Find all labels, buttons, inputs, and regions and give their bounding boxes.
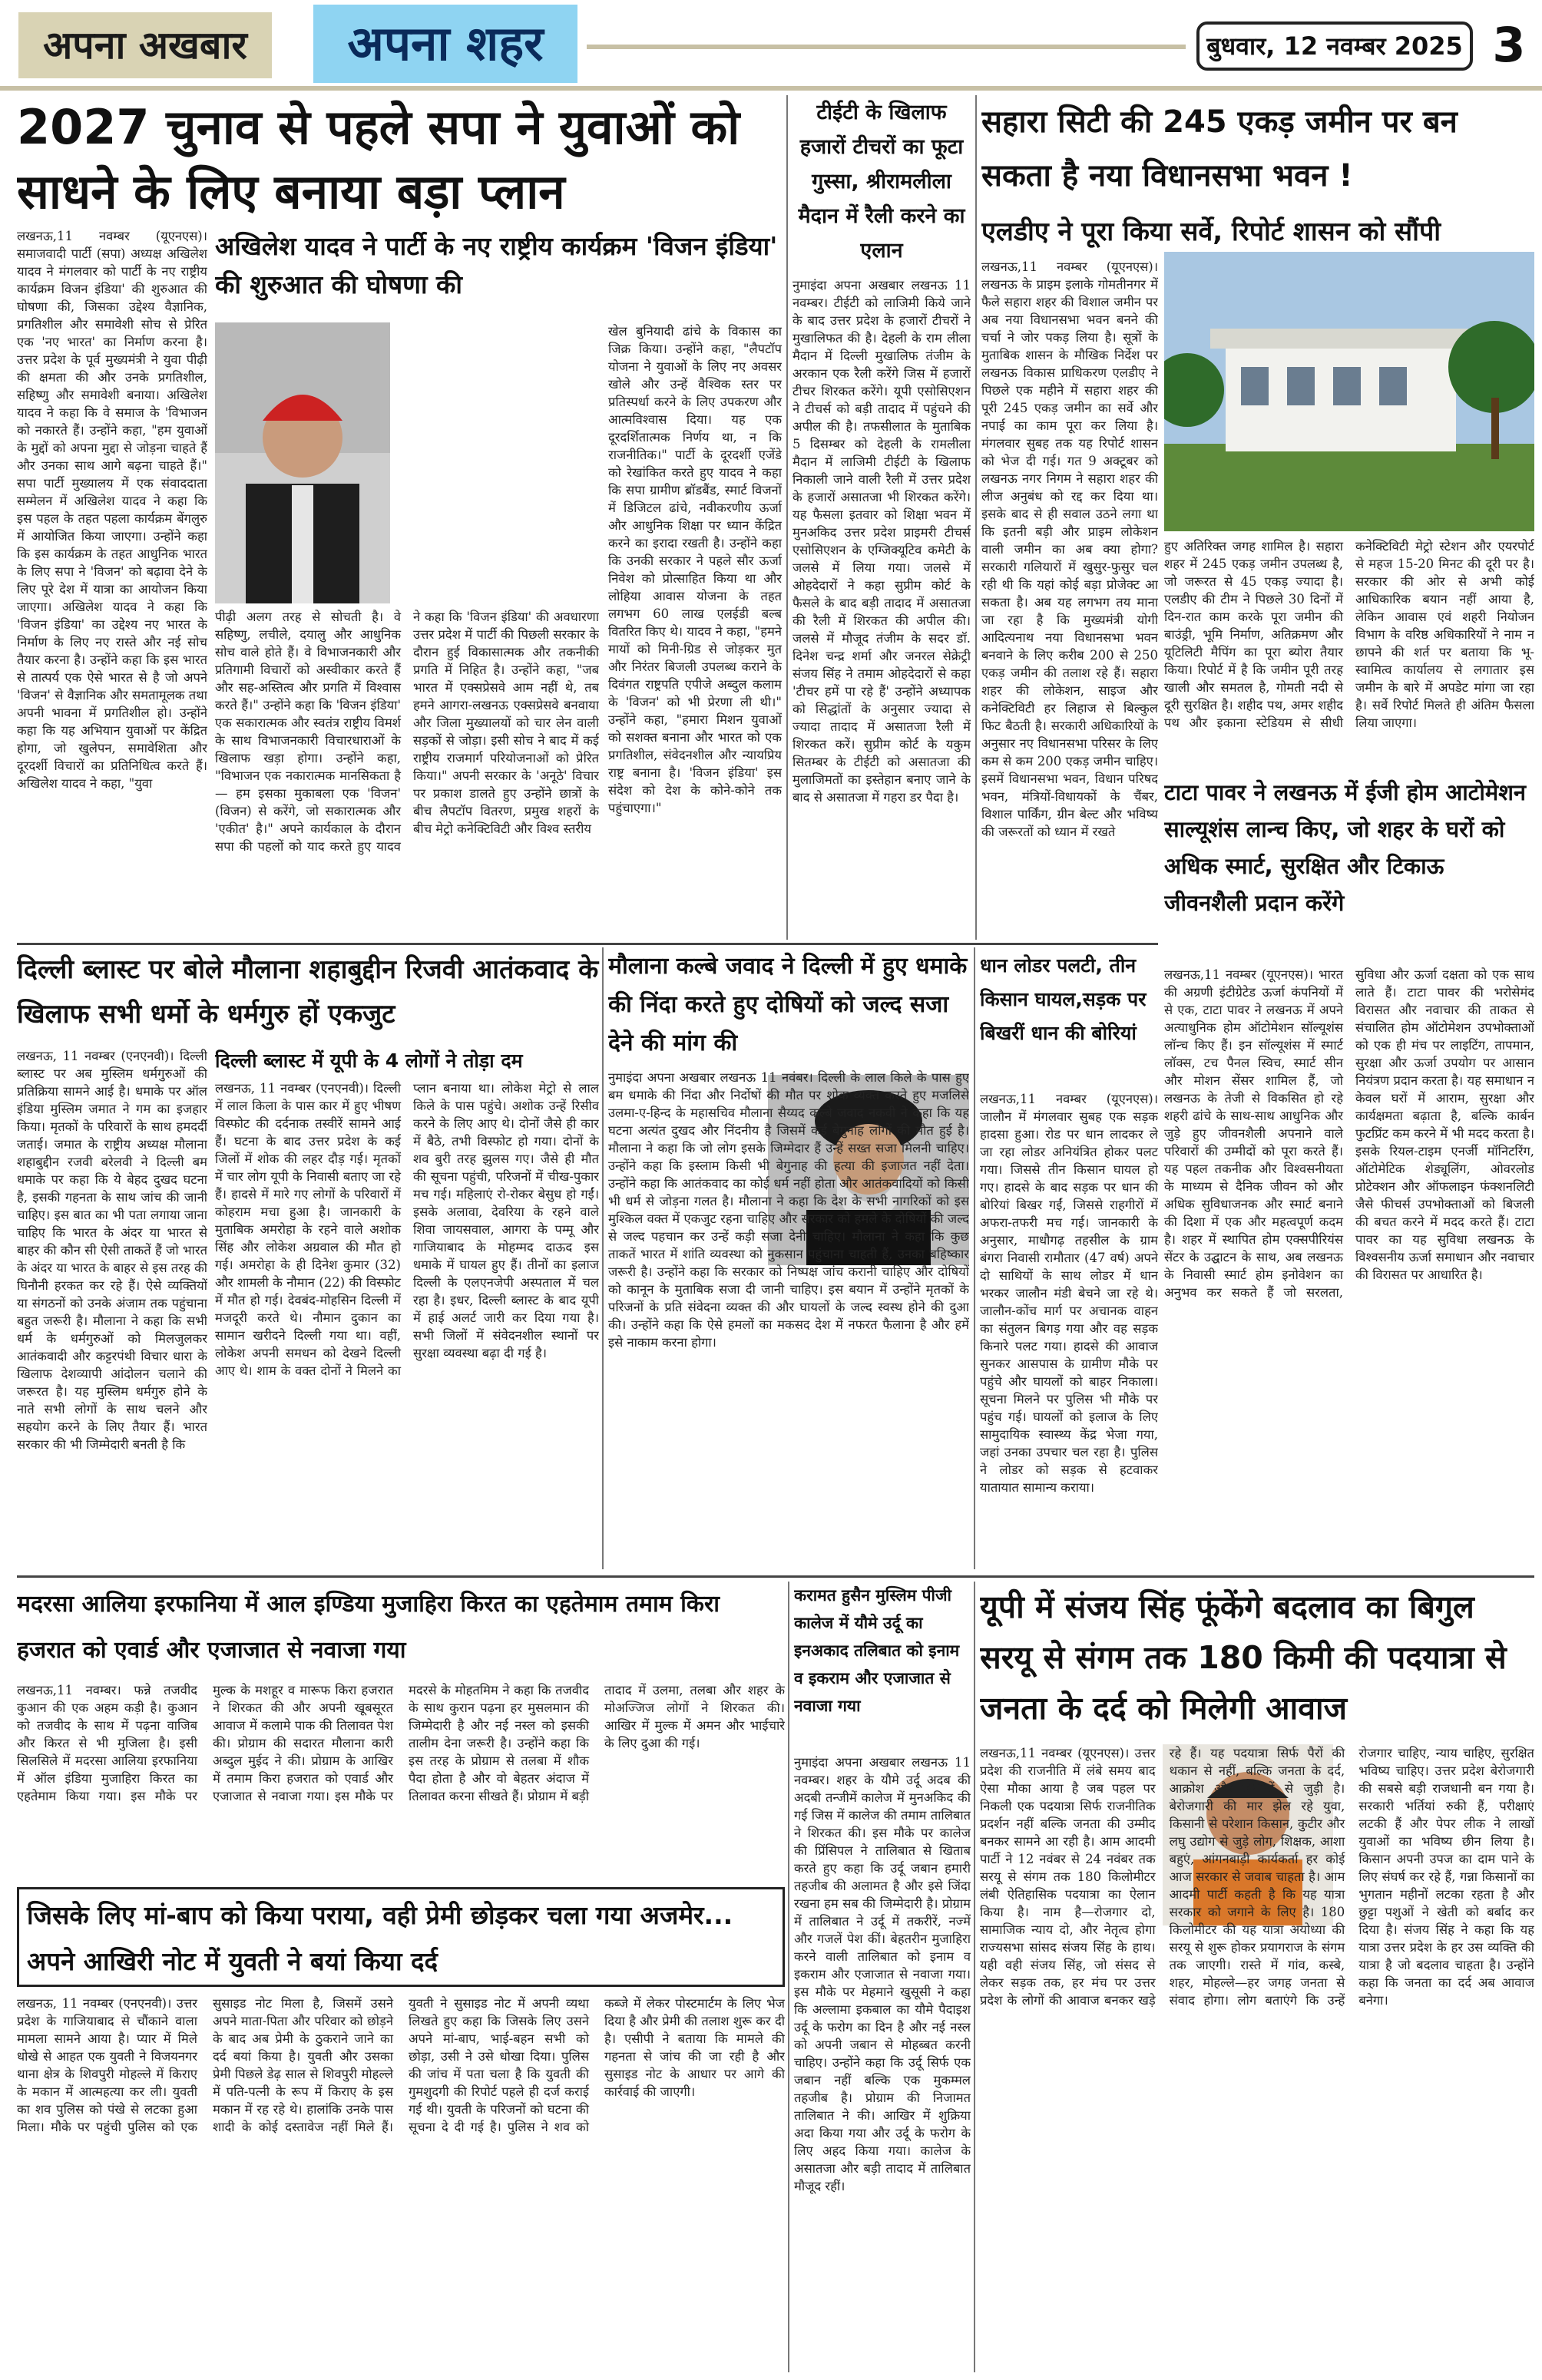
story10-headline: करामत हुसैन मुस्लिम पीजी कालेज में यौमे उर्दू का इनअकाद तलिबात को इनाम व इकराम और एजाजात से नवाजा गया — [794, 1586, 960, 1715]
issue-date: बुधवार, 12 नवम्बर 2025 — [1196, 21, 1473, 71]
column-divider — [974, 947, 975, 1569]
newspaper-name: अपना अखबार — [18, 12, 272, 78]
column-divider — [786, 95, 788, 940]
story9-body: लखनऊ,11 नवम्बर। फन्ने तजवीद कुआन की एक अहम कड़ी है। कुआन को तजवीद के साथ में पढ़ना वाजिब और किरत से भी मुजिला है। इसी सिलसिले में मदरसा आलिया इरफानिया में ऑल इंडिया मुजाहिरा किरत का एहतेमाम किया गया। इस मौके पर मुल्क के मशहूर व मारूफ किरा हजरात ने शिरकत की और अपनी खूबसूरत आवाज में कलामे पाक की तिलावत पेश की। प्रोग्राम की सदारत मौलाना कारी अब्दुल मुईद ने की। प्रोग्राम के आखिर में तमाम किरा हजरात को एवार्ड और एजाजात से नवाजा गया। इस मौके पर मदरसे के मोहतमिम ने कहा कि तजवीद के साथ कुरान पढ़ना हर मुसलमान की जिम्मेदारी है और नई नस्ल को इसकी तालीम देना जरूरी है। उन्होंने कहा कि इस तरह के प्रोग्राम से तलबा में शौक पैदा होता है और वो बेहतर अंदाज में तिलावत करना सीखते हैं। प्रोग्राम में बड़ी तादाद में उलमा, तलबा और शहर के मोअज्जिज लोगों ने शिरकत की। आखिर में मुल्क में अमन और भाईचारे के लिए दुआ की गई। — [17, 1683, 785, 1803]
column-divider — [788, 1582, 789, 2372]
story1-body-col3: खेल बुनियादी ढांचे के विकास का जिक्र किया। उन्होंने कहा, "लैपटॉप योजना ने युवाओं के लिए नए अवसर खोले और उन्हें वैश्विक स्तर पर प्रतिस्पर्धा करने के लिए उपकरण और आत्मविश्वास दिया। यह एक दूरदर्शितात्मक निर्णय था, न कि राजनीतिक।" पार्टी के दूरदर्शी एजेंडे को रेखांकित करते हुए यादव ने कहा कि सपा ग्रामीण ब्रॉडबैंड, स्मार्ट विजनों में डिजिटल ढांचे, नवीकरणीय ऊर्जा और आधुनिक शिक्षा पर ध्यान केंद्रित करने का इरादा रखती है। उन्होंने कहा कि उनकी सरकार ने पहले सौर ऊर्जा निवेश को प्रोत्साहित किया था और लोहिया आवास योजना के तहत लगभग 60 लाख एलईडी बल्ब वितरित किए थे। यादव ने कहा, "हमने मायों को मिनी-ग्रिड से जोड़कर मुत और निरंतर बिजली उपलब्ध कराने के दिवंगत राष्ट्रपति एपीजे अब्दुल कलाम के 'विजन' को भी प्रेरणा ली थी।" उन्होंने कहा, "हमारा मिशन युवाओं को सशक्त बनाना और भारत को एक प्रगतिशील, संवेदनशील और न्यायप्रिय राष्ट्र बनाना है। 'विजन इंडिया' इस संदेश को देश के कोने-कोने तक पहुंचाएगा।" — [608, 324, 782, 815]
column-divider — [602, 947, 604, 1569]
story7-body: नुमाइंदा अपना अखबार लखनऊ 11 नवंबर। दिल्ली के लाल किले के पास हुए बम धमाके की निंदा और निर्दोषों की मौत पर शोक व्यक्त करते हुए मजलिसे उलमा-ए-हिन्द के महासचिव मौलाना सैय्यद कल्बे जवाद नकवी ने कहा कि यह घटना अत्यंत दुखद और निंदनीय है जिसमें कई बेगुनाह लोगों की मौत हुई है। मौलाना ने कहा कि जो लोग इसके जिम्मेदार हैं उन्हें सख्त सजा मिलनी चाहिए। उन्होंने कहा कि इस्लाम किसी भी बेगुनाह की हत्या की इजाजत नहीं देता। उन्होंने कहा कि आतंकवाद का कोई धर्म नहीं होता और आतंकवादियों को किसी भी धर्म से जोड़ना गलत है। मौलाना ने कहा कि देश के सभी नागरिकों को इस मुश्किल वक्त में एकजुट रहना चाहिए और सरकार को हमले के दोषियों की जल्द से जल्द पहचान कर उन्हें कड़ी सजा देनी चाहिए। मौलाना ने कहा कि कुछ ताकतें भारत में शांति व्यवस्था को नुकसान पहुंचाना चाहती हैं, उनका बहिष्कार जरूरी है। उन्होंने कहा कि सरकार को निष्पक्ष जांच करानी चाहिए और दोषियों को कानून के मुताबिक सजा दी जानी चाहिए। इस बयान में उन्होंने मृतकों के परिजनों के प्रति संवेदना व्यक्त की और घायलों के जल्द स्वस्थ होने की दुआ की। उन्होंने कहा कि ऐसे हमलों का मकसद देश में नफरत फैलाना है और हमें इसे नाकाम करना होगा। — [608, 1070, 969, 1350]
masthead-rule — [587, 45, 1186, 49]
story3-subhead: एलडीए ने पूरा किया सर्वे, रिपोर्ट शासन को सौंपी — [981, 217, 1441, 247]
story12-headline: जिसके लिए मां-बाप को किया पराया, वही प्रेमी छोड़कर चला गया अजमेर... अपने आखिरी नोट में युवती ने बयां किया दर्द — [27, 1900, 733, 1976]
story10-body: नुमाइंदा अपना अखबार लखनऊ 11 नवम्बर। शहर के यौमे उर्दू अदब की अदबी तन्जीमें कालेज में मुनअकिद की गई जिस में कालेज की तमाम तालिबात ने शिरकत की। इस मौके पर कालेज की प्रिंसिपल ने तालिबात से खिताब करते हुए कहा कि उर्दू जबान हमारी तहजीब की अलामत है और इसे जिंदा रखना हम सब की जिम्मेदारी है। प्रोग्राम में तालिबात ने उर्दू में तकरीरें, नज्में और गजलें पेश कीं। बेहतरीन मुजाहिरा करने वाली तालिबात को इनाम व इकराम और एजाजात से नवाजा गया। इस मौके पर मेहमाने खुसूसी ने कहा कि अल्लामा इकबाल का यौमे पैदाइश उर्दू के फरोग का दिन है और नई नस्ल को अपनी जबान से मोहब्बत करनी चाहिए। उन्होंने कहा कि उर्दू सिर्फ एक जबान नहीं बल्कि एक मुकम्मल तहजीब है। प्रोग्राम की निजामत तालिबात ने की। आखिर में शुक्रिया अदा किया गया और उर्दू के फरोग के लिए अहद किया गया। कालेज के असातजा और बड़ी तादाद में तालिबात मौजूद रहीं। — [794, 1755, 971, 2193]
story3-body-col2: हुए अतिरिक्त जगह शामिल है। सहारा शहर में 245 एकड़ जमीन उपलब्ध है, जो जरूरत से 45 एकड़ ज्यादा है। एलडीए की टीम ने पिछले 30 दिनों में दिन-रात काम करके पूरा जमीन की बाउंड्री, भूमि निर्माण, अतिक्रमण और यूटिलिटी मैपिंग का पूरा ब्योरा तैयार किया। रिपोर्ट में है कि जमीन पूरी तरह खाली और समतल है, गोमती नदी से दूरी सुरक्षित है। शहीद पथ, अमर शहीद पथ और इकाना स्टेडियम से सीधी कनेक्टिविटी मेट्रो स्टेशन और एयरपोर्ट से महज 15-20 मिनट की दूरी पर है। सरकार की ओर से अभी कोई आधिकारिक बयान नहीं आया है, लेकिन आवास एवं शहरी नियोजन विभाग के वरिष्ठ अधिकारियों ने नाम न छापने की शर्त पर बताया कि भू-स्वामित्व कार्यालय से लगातार इस जमीन के बारे में अपडेट मांगा जा रहा है। सर्वे रिपोर्ट मिलते ही अंतिम फैसला लिया जाएगा। — [1164, 539, 1534, 730]
story8-body: लखनऊ,11 नवम्बर (यूएनएस)। जालौन में मंगलवार सुबह एक सड़क हादसा हुआ। रोड पर धान लादकर ले जा रहा लोडर अनियंत्रित होकर पलट गया। जिससे तीन किसान घायल हो गए। हादसे के बाद सड़क पर धान की बोरियां बिखर गईं, जिससे राहगीरों में अफरा-तफरी मच गई। जानकारी के अनुसार, माधौगढ़ तहसील के ग्राम बंगरा निवासी रामौतार (47 वर्ष) अपने दो साथियों के साथ लोडर में धान भरकर जालौन मंडी बेचने जा रहे थे। जालौन-कोंच मार्ग पर अचानक वाहन का संतुलन बिगड़ गया और वह सड़क किनारे पलट गया। हादसे की आवाज सुनकर आसपास के ग्रामीण मौके पर पहुंचे और घायलों को बाहर निकाला। सूचना मिलने पर पुलिस भी मौके पर पहुंच गई। घायलों को इलाज के लिए सामुदायिक स्वास्थ्य केंद्र भेजा गया, जहां उनका उपचार चल रहा है। पुलिस ने लोडर को सड़क से हटवाकर यातायात सामान्य कराया। — [980, 1092, 1158, 1495]
story4-body: लखनऊ,11 नवम्बर (यूएनएस)। भारत की अग्रणी इंटीग्रेटेड ऊर्जा कंपनियों में से एक, टाटा पावर ने लखनऊ में अपने अत्याधुनिक होम ऑटोमेशन सॉल्यूशंस लॉन्च किए हैं। इन सॉल्यूशंस में स्मार्ट लॉक्स, टच पैनल स्विच, स्मार्ट सीन और मोशन सेंसर शामिल हैं, जो लखनऊ के तेजी से विकसित हो रहे शहरी ढांचे के साथ-साथ आधुनिक और जुड़े हुए जीवनशैली अपनाने वाले परिवारों की उम्मीदों को पूरा करते हैं। यह पहल तकनीक और विश्वसनीयता के माध्यम से दैनिक जीवन को और अधिक सुविधाजनक और स्मार्ट बनाने की दिशा में एक और महत्वपूर्ण कदम है। शहर में स्थापित होम एक्सपीरियंस सेंटर के उद्घाटन के साथ, अब लखनऊ के निवासी स्मार्ट होम इनोवेशन का अनुभव कर सकते हैं जो सरलता, सुविधा और ऊर्जा दक्षता को एक साथ लाते हैं। टाटा पावर की भरोसेमंद विरासत और नवाचार की ताकत से संचालित होम ऑटोमेशन उपभोक्ताओं को एक ही मंच पर लाइटिंग, तापमान, सुरक्षा और ऊर्जा उपयोग पर आसान नियंत्रण प्रदान करता है। यह समाधान न केवल घरों में आराम, सुरक्षा और कार्यक्षमता बढ़ाता है, बल्कि कार्बन फुटप्रिंट कम करने में भी मदद करता है। इसके रियल-टाइम एनर्जी मॉनिटरिंग, ऑटोमेटिक शेड्यूलिंग, ओवरलोड प्रोटेक्शन और ऑफलाइन फंक्शनलिटी जैसे फीचर्स उपभोक्ताओं को बिजली की बचत करने में मदद करते हैं। टाटा पावर का यह सुविधा लखनऊ के विश्वसनीय ऊर्जा समाधान और नवाचार की विरासत पर आधारित है। — [1164, 967, 1534, 1300]
section-divider — [17, 943, 1158, 945]
story5-body: लखनऊ, 11 नवम्बर (एनएनवी)। दिल्ली ब्लास्ट पर अब मुस्लिम धर्मगुरुओं की प्रतिक्रिया सामने आई है। धमाके पर ऑल इंडिया मुस्लिम जमात ने गम का इजहार किया। मृतकों के परिवारों के साथ हमदर्दी जताई। जमात के राष्ट्रीय अध्यक्ष मौलाना शहाबुद्दीन रजवी बरेलवी ने दिल्ली बम धमाके पर कहा कि ये बेहद दुखद घटना है, इसकी गहनता के साथ जांच की जानी चाहिए। इस बात का भी पता लगाया जाना चाहिए कि भारत के अंदर या भारत से बाहर की कौन सी ऐसी ताकतें हैं जो भारत के अंदर या भारत के बाहर से इस तरह की घिनौनी हरकत कर रहे हैं। ऐसे व्यक्तियों या संगठनों को उनके अंजाम तक पहुंचाना बहुत जरूरी है। मौलाना ने कहा कि सभी धर्म के धर्मगुरुओं को मिलजुलकर आतंकवादी और कट्टरपंथी विचार धारा के खिलाफ देशव्यापी आंदोलन चलाने की जरूरत है। यह मुस्लिम धर्मगुरु होने के नाते सभी लोगों के साथ चलने और सहयोग करने के लिए तैयार हैं। भारत सरकार की भी जिम्मेदारी बनती है कि — [17, 1049, 207, 1452]
section-title: अपना शहर — [313, 5, 577, 83]
story5-headline: दिल्ली ब्लास्ट पर बोले मौलाना शहाबुद्दीन रिजवी आतंकवाद के खिलाफ सभी धर्मो के धर्मगुरु हों एकजुट — [17, 954, 599, 1030]
story12-headline-box — [17, 1887, 785, 1987]
story4-headline: टाटा पावर ने लखनऊ में ईजी होम आटोमेशन साल्यूशंस लान्च किए, जो शहर के घरों को अधिक स्मार्ट, सुरक्षित और टिकाऊ जीवनशैली प्रदान करेंगे — [1164, 779, 1527, 916]
portrait-image — [215, 322, 390, 603]
story3-headline: सहारा सिटी की 245 एकड़ जमीन पर बन सकता है नया विधानसभा भवन ! — [981, 104, 1458, 193]
story11-body: लखनऊ,11 नवम्बर (यूएनएस)। उत्तर प्रदेश की राजनीति में लंबे समय बाद ऐसा मौका आया है जब पहल पर निकली एक पदयात्रा सिर्फ राजनीतिक प्रदर्शन नहीं बल्कि जनता की उम्मीद बनकर सामने आ रही है। आम आदमी पार्टी ने 12 नवंबर से 24 नवंबर तक सरयू से संगम तक 180 किलोमीटर लंबी ऐतिहासिक पदयात्रा का ऐलान किया है। नाम है—रोजगार दो, सामाजिक न्याय दो, और नेतृत्व होगा राज्यसभा सांसद संजय सिंह के हाथ। यही वही संजय सिंह, जो संसद से लेकर सड़क तक, हर मंच पर उत्तर प्रदेश के लोगों की आवाज बनकर खड़े रहे हैं। यह पदयात्रा सिर्फ पैरों की थकान से नहीं, बल्कि जनता के दर्द, आक्रोश और उम्मीदों से जुड़ी है। बेरोजगारी की मार झेल रहे युवा, किसानी से परेशान किसान, कुटीर और लघु उद्योग से जुड़े लोग, शिक्षक, आशा बहुएं, आंगनबाड़ी कार्यकर्ता हर कोई आज सरकार से जवाब चाहता है। आम आदमी पार्टी कहती है कि यह यात्रा सरकार को जगाने के लिए है। 180 किलोमीटर की यह यात्रा अयोध्या की सरयू से शुरू होकर प्रयागराज के संगम तक जाएगी। रास्ते में गांव, कस्बे, शहर, मोहल्ले—हर जगह जनता से संवाद होगा। लोग बताएंगे कि उन्हें रोजगार चाहिए, न्याय चाहिए, सुरक्षित भविष्य चाहिए। उत्तर प्रदेश बेरोजगारी की सबसे बड़ी राजधानी बन गया है। सरकारी भर्तियां रुकी हैं, परीक्षाएं लटकी हैं और पेपर लीक ने लाखों युवाओं का भविष्य छीन लिया है। किसान अपनी उपज का दाम पाने के लिए संघर्ष कर रहे हैं, गन्ना किसानों का भुगतान महीनों लटका रहता है और छुट्टा पशुओं ने खेती को बर्बाद कर दिया है। संजय सिंह ने कहा कि यह यात्रा उत्तर प्रदेश के हर उस व्यक्ति की यात्रा है जो बदलाव चाहता है। उन्होंने कहा कि जनता का दर्द अब आवाज बनेगा। — [980, 1746, 1534, 2008]
story7-headline: मौलाना कल्बे जवाद ने दिल्ली में हुए धमाके की निंदा करते हुए दोषियों को जल्द सजा देने की मांग की — [608, 953, 968, 1056]
story2-body: नुमाइंदा अपना अखबार लखनऊ 11 नवम्बर। टीईटी को लाजिमी किये जाने के बाद उत्तर प्रदेश के हजारों टीचरों ने मुखालिफत की है। देहली के राम लीला मैदान में दिल्ली मुखालिफ तंजीम के अरकान एक रैली करेंगे जिस में हजारों टीचर शिरकत करेंगे। यूपी एसोसिएशन ने टीचर्स को बड़ी तादाद में पहुंचने की अपील की है। तफसीलात के मुताबिक 5 दिसम्बर को देहली के रामलीला मैदान में लाजिमी टीईटी के खिलाफ निकाली जाने वाली रैली में उत्तर प्रदेश के हजारों असातजा भी शिरकत करेंगे। यह फैसला इतवार को शिक्षा भवन में मुनअकिद उत्तर प्रदेश प्राइमरी टीचर्स एसोसिएशन के एग्जिक्यूटिव कमेटी के जलसे में लिया गया। जलसे में ओहदेदारों ने कहा सुप्रीम कोर्ट के फैसले के बाद बड़ी तादाद में असातजा की रैली में शिरकत की अपील की। जलसे में मौजूद तंजीम के सदर डॉ. दिनेश चन्द्र शर्मा और जनरल सेक्रेट्री संजय सिंह ने तमाम ओहदेदारों से कहा 'टीचर हमें पा रहे हैं' उन्होंने अध्यापक को सिद्धांतों के अनुसार ज्यादा से ज्यादा तादाद में असातजा रैली में शिरकत करें। सुप्रीम कोर्ट के यकुम सितम्बर के टीईटी को असातजा की मुलाजिमतों का इस्तेहान बनाए जाने के बाद से असातजा में गहरा डर पैदा है। — [793, 278, 971, 805]
story8-headline: धान लोडर पलटी, तीन किसान घायल,सड़क पर बिखरीं धान की बोरियां — [980, 954, 1147, 1044]
story1-body-col1: लखनऊ,11 नवम्बर (यूएनएस)। समाजवादी पार्टी (सपा) अध्यक्ष अखिलेश यादव ने मंगलवार को पार्टी के नए राष्ट्रीय कार्यक्रम विजन इंडिया' की शुरुआत की घोषणा की, जिसका उद्देश्य वैज्ञानिक, प्रगतिशील और समावेशी सोच से प्रेरित एक 'नए भारत' का निर्माण करना है। उत्तर प्रदेश के पूर्व मुख्यमंत्री ने युवा पीढ़ी की क्षमता की और उनके प्रगतिशील, सहिष्णु और समावेशी बनाया। अखिलेश यादव ने कहा कि वे समाज के 'विभाजन को नकारते हैं। उन्होंने कहा, "हम युवाओं के मुद्दों को अपना मुद्दा से जोड़ना चाहते हैं और उनका साथ आगे बढ़ना चाहते हैं।" सपा पार्टी मुख्यालय में एक संवाददाता सम्मेलन में अखिलेश यादव ने कहा कि इस पहल के तहत पहला कार्यक्रम बेंगलुरु में आयोजित किया जाएगा। उन्होंने कहा कि इस कार्यक्रम के तहत आधुनिक भारत के लिए सपा ने 'विजन' को बढ़ावा देने के लिए पूरे देश में यात्रा का आयोजन किया जाएगा। अखिलेश यादव ने कहा कि 'विजन इंडिया' का उद्देश्य नए भारत के निर्माण के लिए नए रास्ते और नई सोच तैयार करना है। उन्होंने कहा कि इस भारत से तात्पर्य एक ऐसे भारत से है जो अपने 'विजन' से वैज्ञानिक और समतामूलक तथा अपनी भावना में प्रगतिशील हो। उन्होंने कहा कि यह अभियान युवाओं पर केंद्रित होगा, जो खुलेपन, समावेशिता और दूरदर्शी विचारों का प्रतिनिधित्व करते हैं। अखिलेश यादव ने कहा, "युवा — [17, 229, 207, 791]
story1-headline: 2027 चुनाव से पहले सपा ने युवाओं को साधने के लिए बनाया बड़ा प्लान — [17, 99, 740, 220]
building-image — [1164, 252, 1534, 531]
masthead — [0, 0, 1542, 91]
akhilesh-yadav-photo — [215, 322, 390, 603]
story2-headline: टीईटी के खिलाफ हजारों टीचरों का फूटा गुस्सा, श्रीरामलीला मैदान में रैली करने का एलान — [798, 101, 965, 263]
story3-body-col1: लखनऊ,11 नवम्बर (यूएनएस)। लखनऊ के प्राइम इलाके गोमतीनगर में फैले सहारा शहर की विशाल जमीन पर अब नया विधानसभा भवन बनने की चर्चा ने जोर पकड़ लिया है। सूत्रों के मुताबिक शासन के मौखिक निर्देश पर लखनऊ विकास प्राधिकरण एलडीए ने पिछले एक महीने में सहारा शहर की पूरी 245 एकड़ जमीन का सर्वे और नपाई का काम पूरा कर लिया है। मंगलवार सुबह तक यह रिपोर्ट शासन को भेज दी गई। गत 9 अक्टूबर को लखनऊ नगर निगम ने सहारा शहर की लीज अनुबंध को रद्द कर दिया था। इसके बाद से ही सवाल उठने लगा था कि इतनी बड़ी और प्राइम लोकेशन वाली जमीन का अब क्या होगा? सरकारी गलियारों में खुसुर-फुसुर चल रही थी कि यहां कोई बड़ा प्रोजेक्ट आ सकता है। अब यह लगभग तय माना जा रहा है कि मुख्यमंत्री योगी आदित्यनाथ नया विधानसभा भवन बनवाने के लिए करीब 200 से 250 एकड़ जमीन की तलाश रहे हैं। सहारा शहर की लोकेशन, साइज और कनेक्टिविटी हर लिहाज से बिल्कुल फिट बैठती है। सरकारी अधिकारियों के अनुसार नए विधानसभा परिसर के लिए कम से कम 200 एकड़ जमीन चाहिए। इसमें विधानसभा भवन, विधान परिषद भवन, मंत्रियों-विधायकों के चैंबर, विशाल पार्किंग, ग्रीन बेल्ट और भविष्य की जरूरतों को ध्यान में रखते — [981, 259, 1158, 839]
story12-body: लखनऊ, 11 नवम्बर (एनएनवी)। उत्तर प्रदेश के गाजियाबाद से चौंकाने वाला मामला सामने आया है। प्यार में मिले धोखे से आहत एक युवती ने विजयनगर थाना क्षेत्र के शिवपुरी मोहल्ले में किराए के मकान में आत्महत्या कर ली। युवती का शव पुलिस को पंखे से लटका हुआ मिला। मौके पर पहुंची पुलिस को एक सुसाइड नोट मिला है, जिसमें उसने अपने माता-पिता और परिवार को छोड़ने के बाद अब प्रेमी के ठुकराने जाने का दर्द बयां किया है। युवती और उसका प्रेमी पिछले डेढ़ साल से शिवपुरी मोहल्ले में पति-पत्नी के रूप में किराए के इस मकान में रह रहे थे। हालांकि उनके पास शादी के कोई दस्तावेज नहीं मिले हैं। युवती ने सुसाइड नोट में अपनी व्यथा लिखते हुए कहा कि जिसके लिए उसने अपने मां-बाप, भाई-बहन सभी को छोड़ा, उसी ने उसे धोखा दिया। पुलिस की जांच में पता चला है कि युवती की गुमशुदगी की रिपोर्ट पहले ही दर्ज कराई गई थी। युवती के परिजनों को घटना की सूचना दे दी गई है। पुलिस ने शव को कब्जे में लेकर पोस्टमार्टम के लिए भेज दिया है और प्रेमी की तलाश शुरू कर दी है। एसीपी ने बताया कि मामले की गहनता से जांच की जा रही है और सुसाइड नोट के आधार पर आगे की कार्रवाई की जाएगी। — [17, 1996, 785, 2134]
story6-headline: दिल्ली ब्लास्ट में यूपी के 4 लोगों ने तोड़ा दम — [215, 1050, 523, 1072]
story1-subhead: अखिलेश यादव ने पार्टी के नए राष्ट्रीय कार्यक्रम 'विजन इंडिया' की शुरुआत की घोषणा की — [215, 231, 778, 299]
sahara-city-photo — [1164, 252, 1534, 531]
page-number: 3 — [1492, 17, 1526, 73]
story11-headline: यूपी में संजय सिंह फूंकेंगे बदलाव का बिगुल सरयू से संगम तक 180 किमी की पदयात्रा से जनता के दर्द को मिलेगी आवाज — [980, 1588, 1507, 1727]
story1-body-col2: पीढ़ी अलग तरह से सोचती है। वे सहिष्णु, लचीले, दयालु और आधुनिक सोच वाले होते हैं। वे विभाजनकारी और प्रतिगामी विचारों को अस्वीकार करते हैं और सह-अस्तित्व और प्रगति में विश्वास करते हैं।" उन्होंने कहा कि 'विजन इंडिया' एक सकारात्मक और स्वतंत्र राष्ट्रीय विमर्श के साथ विभाजनकारी विचारधाराओं के खिलाफ खड़ा होगा। उन्होंने कहा, "विभाजन एक नकारात्मक मानसिकता है — हम इसका मुकाबला एक 'विजन' (विजन) से करेंगे, जो सकारात्मक और 'एकीत' है।" अपने कार्यकाल के दौरान सपा की पहलों को याद करते हुए यादव ने कहा कि 'विजन इंडिया' की अवधारणा उत्तर प्रदेश में पार्टी की पिछली सरकार के दौरान हुई विकासात्मक और तकनीकी प्रगति में निहित है। उन्होंने कहा, "जब भारत में एक्सप्रेसवे आम नहीं थे, तब हमने आगरा-लखनऊ एक्सप्रेसवे बनवाया और जिला मुख्यालयों को चार लेन वाली सड़कों से जोड़ा। इसी सोच ने बाद में कई राष्ट्रीय राजमार्ग परियोजनाओं को प्रेरित किया।" अपनी सरकार के 'अनूठे' विचार पर प्रकाश डालते हुए उन्होंने छात्रों के बीच लैपटॉप वितरण, प्रमुख शहरों के बीच मेट्रो कनेक्टिविटी और विश्व स्तरीय — [215, 610, 599, 854]
story6-body: लखनऊ, 11 नवम्बर (एनएनवी)। दिल्ली में लाल किला के पास कार में हुए भीषण विस्फोट की दर्दनाक तस्वीरें सामने आई हैं। घटना के बाद उत्तर प्रदेश के कई जिलों में शोक की लहर दौड़ गई। मृतकों में चार लोग यूपी के निवासी बताए जा रहे हैं। हादसे में मारे गए लोगों के परिवारों में कोहराम मचा हुआ है। जानकारी के मुताबिक अमरोहा के रहने वाले अशोक सिंह और लोकेश अग्रवाल की मौत हो गई। अमरोहा के ही दिनेश कुमार (32) और शामली के नौमान (22) की विस्फोट में मौत हो गई। देवबंद-मोहसिन दिल्ली में मजदूरी करते थे। नौमान दुकान का सामान खरीदने दिल्ली गया था। वहीं, लोकेश अपनी समधन को देखने दिल्ली आए थे। शाम के वक्त दोनों ने मिलने का प्लान बनाया था। लोकेश मेट्रो से लाल किले के पास पहुंचे। अशोक उन्हें रिसीव करने के लिए आए थे। दोनों जैसे ही कार में बैठे, तभी विस्फोट हो गया। दोनों के शव बुरी तरह झुलस गए। जैसे ही मौत की सूचना पहुंची, परिजनों में चीख-पुकार मच गई। महिलाएं रो-रोकर बेसुध हो गईं। इसके अलावा, देवरिया के रहने वाले शिवा जायसवाल, आगरा के पम्मू और गाजियाबाद के मोहम्मद दाऊद इस धमाके में घायल हुए हैं। तीनों का इलाज दिल्ली के एलएनजेपी अस्पताल में चल रहा है। इधर, दिल्ली ब्लास्ट के बाद यूपी में हाई अलर्ट जारी कर दिया गया है। सभी जिलों में संवेदनशील स्थानों पर सुरक्षा व्यवस्था बढ़ा दी गई है। — [215, 1081, 599, 1378]
story9-headline: मदरसा आलिया इरफानिया में आल इण्डिया मुजाहिरा किरत का एहतेमाम तमाम किरा हजरात को एवार्ड और एजाजात से नवाजा गया — [17, 1591, 720, 1664]
section-divider — [17, 1575, 1534, 1578]
column-divider — [975, 95, 977, 940]
column-divider — [974, 1582, 975, 2372]
